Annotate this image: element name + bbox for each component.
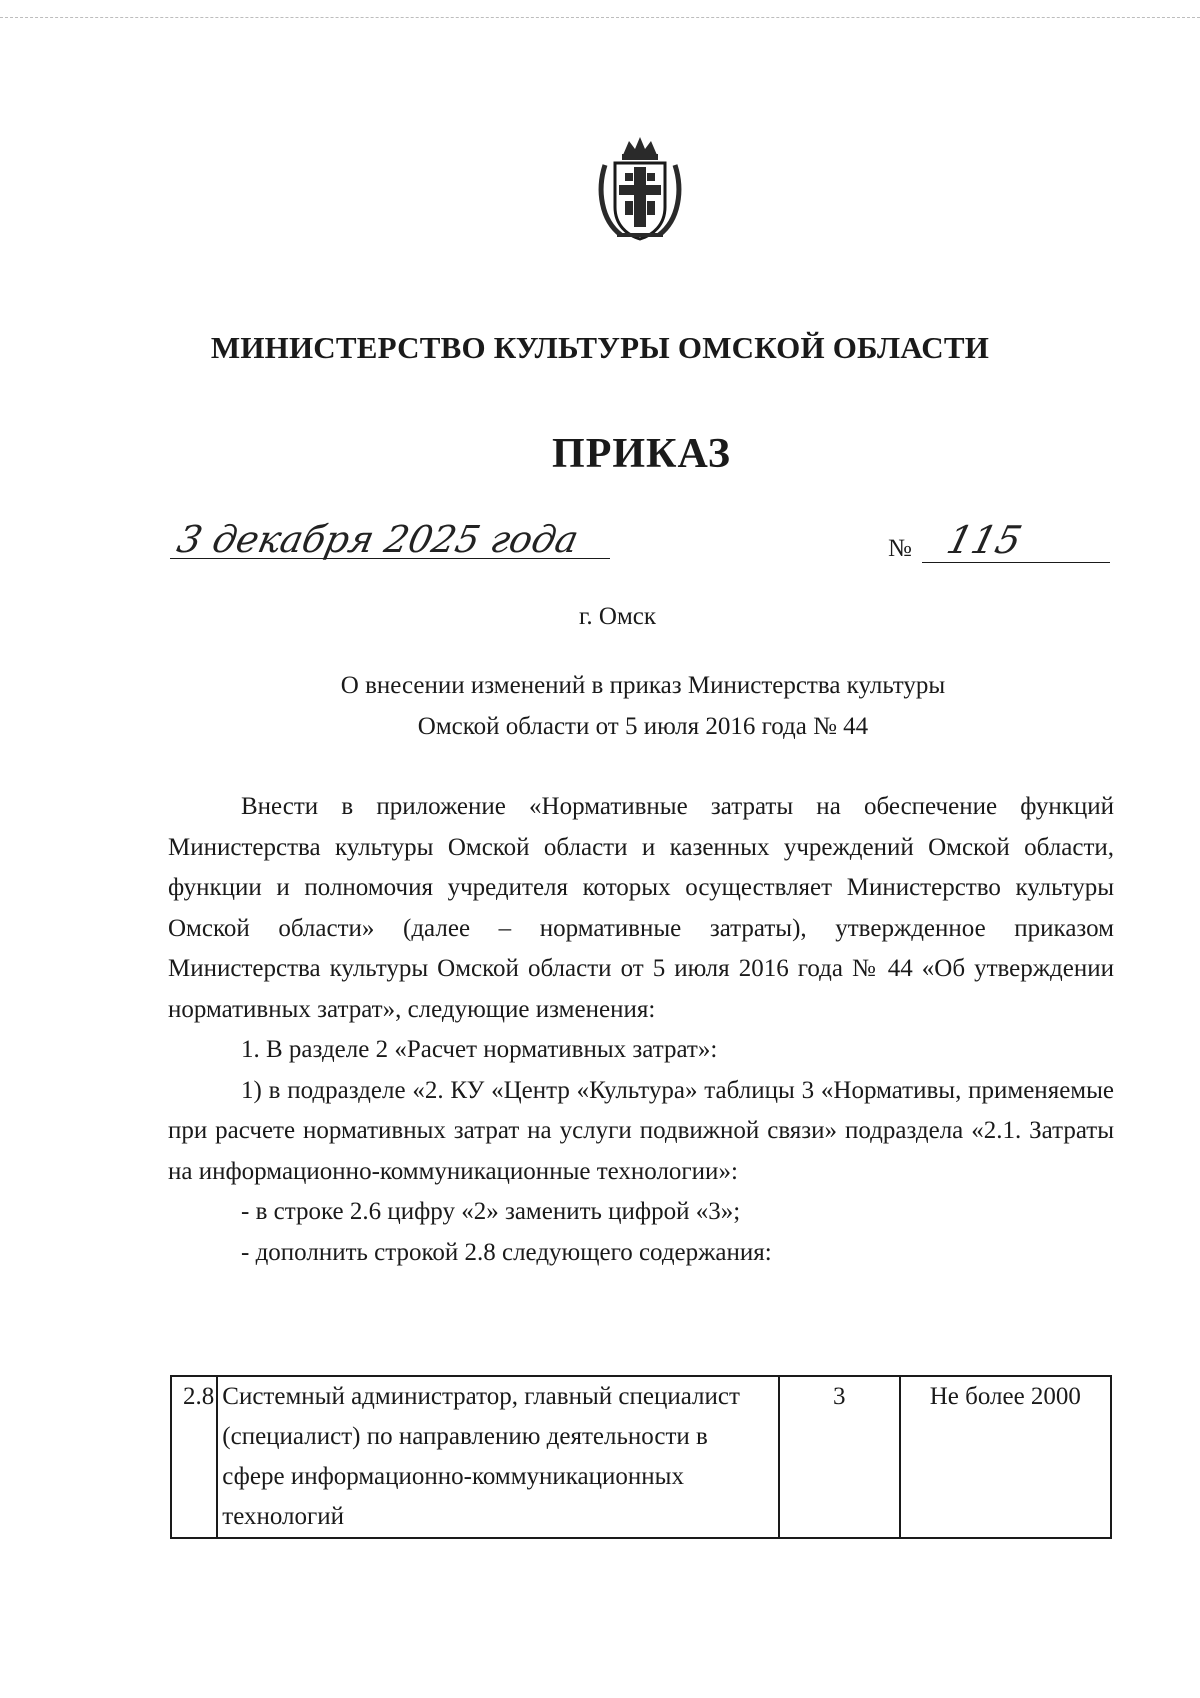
point-1: 1. В разделе 2 «Расчет нормативных затрат»: xyxy=(241,1036,718,1063)
coat-of-arms-icon xyxy=(595,135,685,245)
handwritten-date: 3 декабря 2025 года xyxy=(173,518,583,561)
dash-item-1: - в строке 2.6 цифру «2» заменить цифрой «3»; xyxy=(241,1198,741,1225)
handwritten-number: 115 xyxy=(942,518,1027,562)
amendment-table xyxy=(170,1375,1112,1539)
subject-line-2: Омской области от 5 июля 2016 года № 44 xyxy=(417,713,869,740)
document-type: ПРИКАЗ xyxy=(552,431,731,477)
cell-limit: Не более 2000 xyxy=(900,1376,1111,1538)
scan-edge xyxy=(0,17,1200,18)
subject-line-1: О внесении изменений в приказ Министерства культуры xyxy=(340,672,946,699)
intro-paragraph: Внести в приложение «Нормативные затраты на обеспечение функций Министерства культуры Омской области и казенных учреждений Омской области, функции и полномочия учредителя которых осуществляет Министерство культуры Омской области» (далее – нормативные затраты), утвержденное приказом Министерства культуры Омской области от 5 июля 2016 года № 44 «Об утверждении нормативных затрат», следующие изменения: xyxy=(168,793,1114,1023)
number-underline xyxy=(922,562,1110,563)
dash-item-2: - дополнить строкой 2.8 следующего содержания: xyxy=(241,1238,772,1266)
document-subject xyxy=(168,665,1118,747)
subpoint-1: 1) в подразделе «2. КУ «Центр «Культура» таблицы 3 «Нормативы, применяемые при расчете нормативных затрат на услуги подвижной связи» подраздела «2.1. Затраты на информационно-коммуникационные технологии»: xyxy=(168,1076,1114,1185)
number-label: № xyxy=(888,535,912,562)
city: г. Омск xyxy=(578,603,657,630)
table-row xyxy=(171,1376,1111,1538)
date-underline xyxy=(170,558,610,559)
cell-count: 3 xyxy=(779,1376,900,1538)
cell-position: Системный администратор, главный специалист (специалист) по направлению деятельности в сфере информационно-коммуникационных технологий xyxy=(217,1376,779,1538)
cell-number: 2.8 xyxy=(171,1376,217,1538)
ministry-title: МИНИСТЕРСТВО КУЛЬТУРЫ ОМСКОЙ ОБЛАСТИ xyxy=(210,330,990,365)
document-body xyxy=(168,787,1114,1273)
